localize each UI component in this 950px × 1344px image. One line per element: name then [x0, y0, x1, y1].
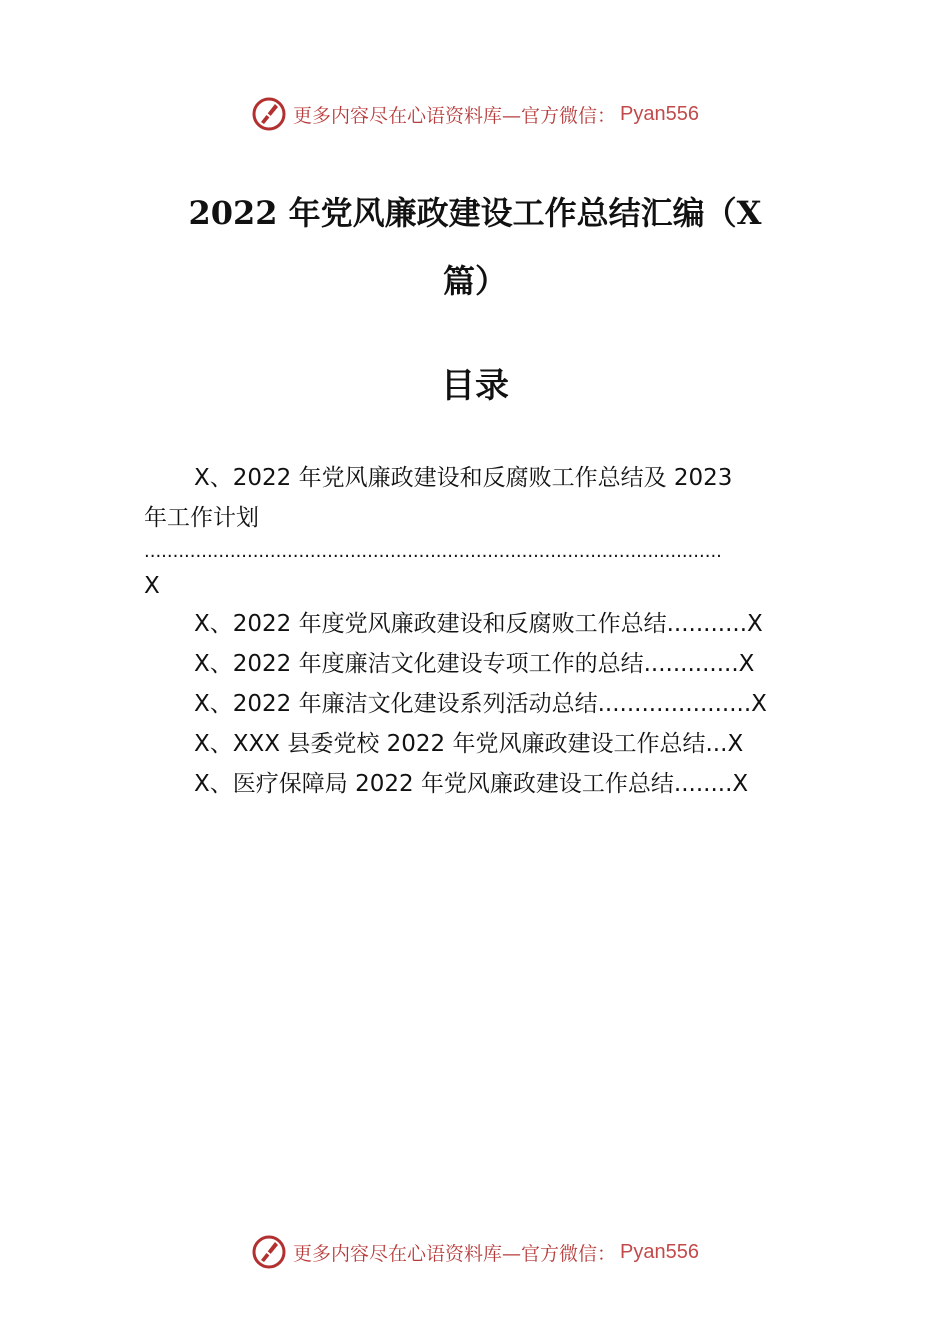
toc-page-number: X	[747, 611, 763, 637]
toc-entry-3[interactable]	[194, 644, 754, 684]
toc-entry-2[interactable]	[194, 604, 763, 644]
brush-logo-icon	[251, 1234, 287, 1270]
header-banner	[0, 94, 950, 134]
toc-page-number: X	[751, 691, 767, 717]
banner-text: 更多内容尽在心语资料库—官方微信：	[293, 1242, 617, 1265]
toc-entry-label: X、XXX 县委党校 2022 年党风廉政建设工作总结	[194, 731, 706, 757]
banner-wechat-id: Pyan556	[620, 102, 699, 125]
toc-entry-label: X、2022 年度廉洁文化建设专项工作的总结	[194, 651, 644, 677]
toc-heading: 目录	[441, 366, 509, 406]
toc-entry-4[interactable]	[194, 684, 767, 724]
toc-leader-dots: ........	[673, 771, 733, 797]
toc-entry-1-line-2[interactable]: 年工作计划	[144, 505, 259, 531]
toc-entry-6[interactable]	[194, 764, 748, 804]
toc-entry-1-line-1[interactable]: X、2022 年党风廉政建设和反腐败工作总结及 2023	[194, 465, 733, 491]
toc-page-number: X	[727, 731, 744, 757]
footer-banner	[0, 1232, 950, 1272]
toc-leader-dots: .............	[643, 651, 739, 677]
toc-entry-label: X、2022 年度党风廉政建设和反腐败工作总结	[194, 611, 667, 637]
document-title-line-2: 篇）	[442, 262, 507, 300]
toc-entry-label: X、2022 年廉洁文化建设系列活动总结	[194, 691, 598, 717]
toc-page-number: X	[732, 771, 749, 797]
banner-wechat-id: Pyan556	[620, 1240, 699, 1263]
document-title-line-1: 2022 年党风廉政建设工作总结汇编（X	[188, 194, 762, 232]
toc-entry-label: X、医疗保障局 2022 年党风廉政建设工作总结	[194, 771, 674, 797]
toc-entry-5[interactable]	[194, 724, 743, 764]
toc-entry-1-leader-dots: .....................................................................................................	[144, 541, 722, 562]
toc-entry-1-page: X	[144, 573, 160, 599]
banner-text: 更多内容尽在心语资料库—官方微信：	[293, 104, 617, 127]
table-of-contents	[144, 458, 824, 818]
toc-leader-dots: ...........	[666, 611, 748, 637]
brush-logo-icon	[251, 96, 287, 132]
toc-page-number: X	[738, 651, 755, 677]
toc-leader-dots: ...	[705, 731, 728, 757]
toc-leader-dots: .....................	[597, 691, 752, 717]
